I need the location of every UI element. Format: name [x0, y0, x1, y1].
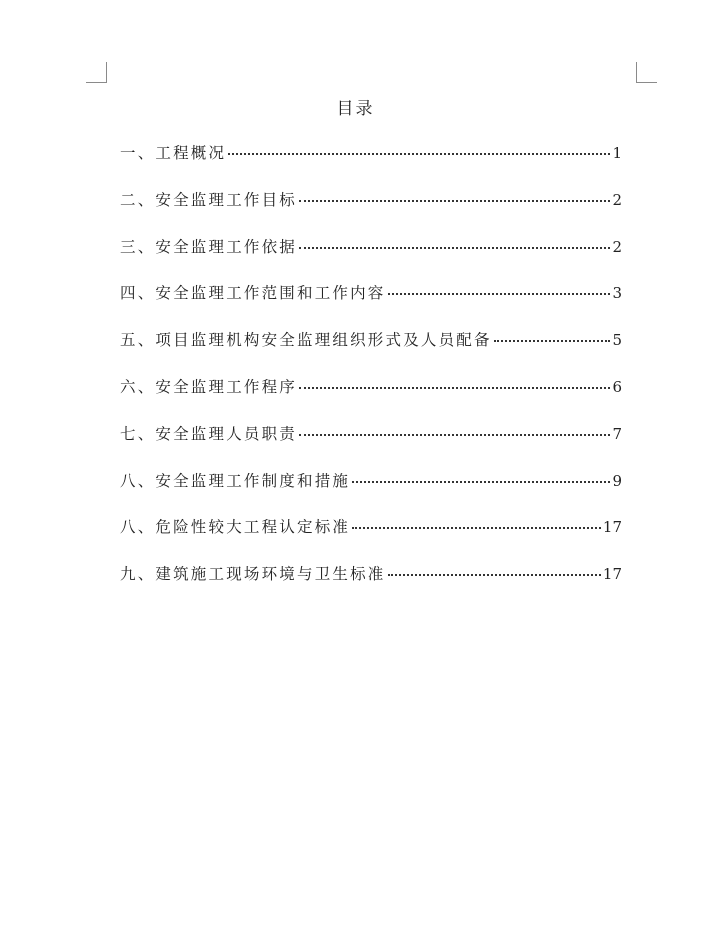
toc-entry-label: 六、安全监理工作程序 — [120, 377, 298, 396]
toc-entry[interactable] — [120, 560, 622, 607]
toc-leader-dots — [299, 386, 610, 389]
page-corner-mark-left — [86, 62, 107, 83]
toc-entry[interactable] — [120, 513, 622, 560]
toc-entry-page: 7 — [612, 424, 622, 443]
toc-leader-dots — [299, 199, 610, 202]
toc-entry-page: 17 — [602, 565, 622, 584]
toc-title: 目录 — [336, 99, 375, 119]
toc-entry-label: 四、安全监理工作范围和工作内容 — [120, 284, 386, 303]
toc-leader-dots — [299, 246, 610, 249]
toc-entry-label: 二、安全监理工作目标 — [120, 190, 298, 209]
toc-leader-dots — [388, 292, 611, 295]
toc-leader-dots — [352, 526, 601, 529]
toc-entry-page: 9 — [612, 471, 622, 490]
toc-entry-page: 1 — [612, 144, 622, 162]
toc-entry[interactable] — [120, 420, 622, 467]
toc-leader-dots — [228, 152, 610, 155]
toc-entry-page: 17 — [602, 518, 622, 537]
table-of-contents — [120, 139, 622, 607]
toc-entry[interactable] — [120, 186, 622, 233]
toc-entry-label: 三、安全监理工作依据 — [120, 237, 298, 256]
toc-entry-page: 2 — [612, 190, 622, 209]
page-corner-mark-right — [636, 62, 657, 83]
toc-entry-page: 3 — [612, 284, 622, 303]
toc-entry-label: 八、安全监理工作制度和措施 — [120, 471, 351, 490]
toc-entry-label: 一、工程概况 — [120, 144, 227, 162]
toc-entry-label: 八、危险性较大工程认定标准 — [120, 518, 351, 537]
toc-entry-label: 五、项目监理机构安全监理组织形式及人员配备 — [120, 331, 492, 350]
toc-leader-dots — [299, 433, 610, 436]
toc-entry[interactable] — [120, 279, 622, 326]
toc-entry-page: 2 — [612, 237, 622, 256]
toc-entry-label: 九、建筑施工现场环境与卫生标准 — [120, 565, 386, 584]
toc-entry[interactable] — [120, 467, 622, 514]
toc-leader-dots — [352, 480, 610, 483]
toc-entry-page: 6 — [612, 377, 622, 396]
toc-leader-dots — [388, 573, 601, 576]
toc-entry[interactable] — [120, 373, 622, 420]
toc-leader-dots — [494, 339, 611, 342]
toc-entry[interactable] — [120, 326, 622, 373]
toc-entry-page: 5 — [612, 331, 622, 350]
toc-entry[interactable] — [120, 233, 622, 280]
toc-entry[interactable] — [120, 139, 622, 186]
toc-entry-label: 七、安全监理人员职责 — [120, 424, 298, 443]
